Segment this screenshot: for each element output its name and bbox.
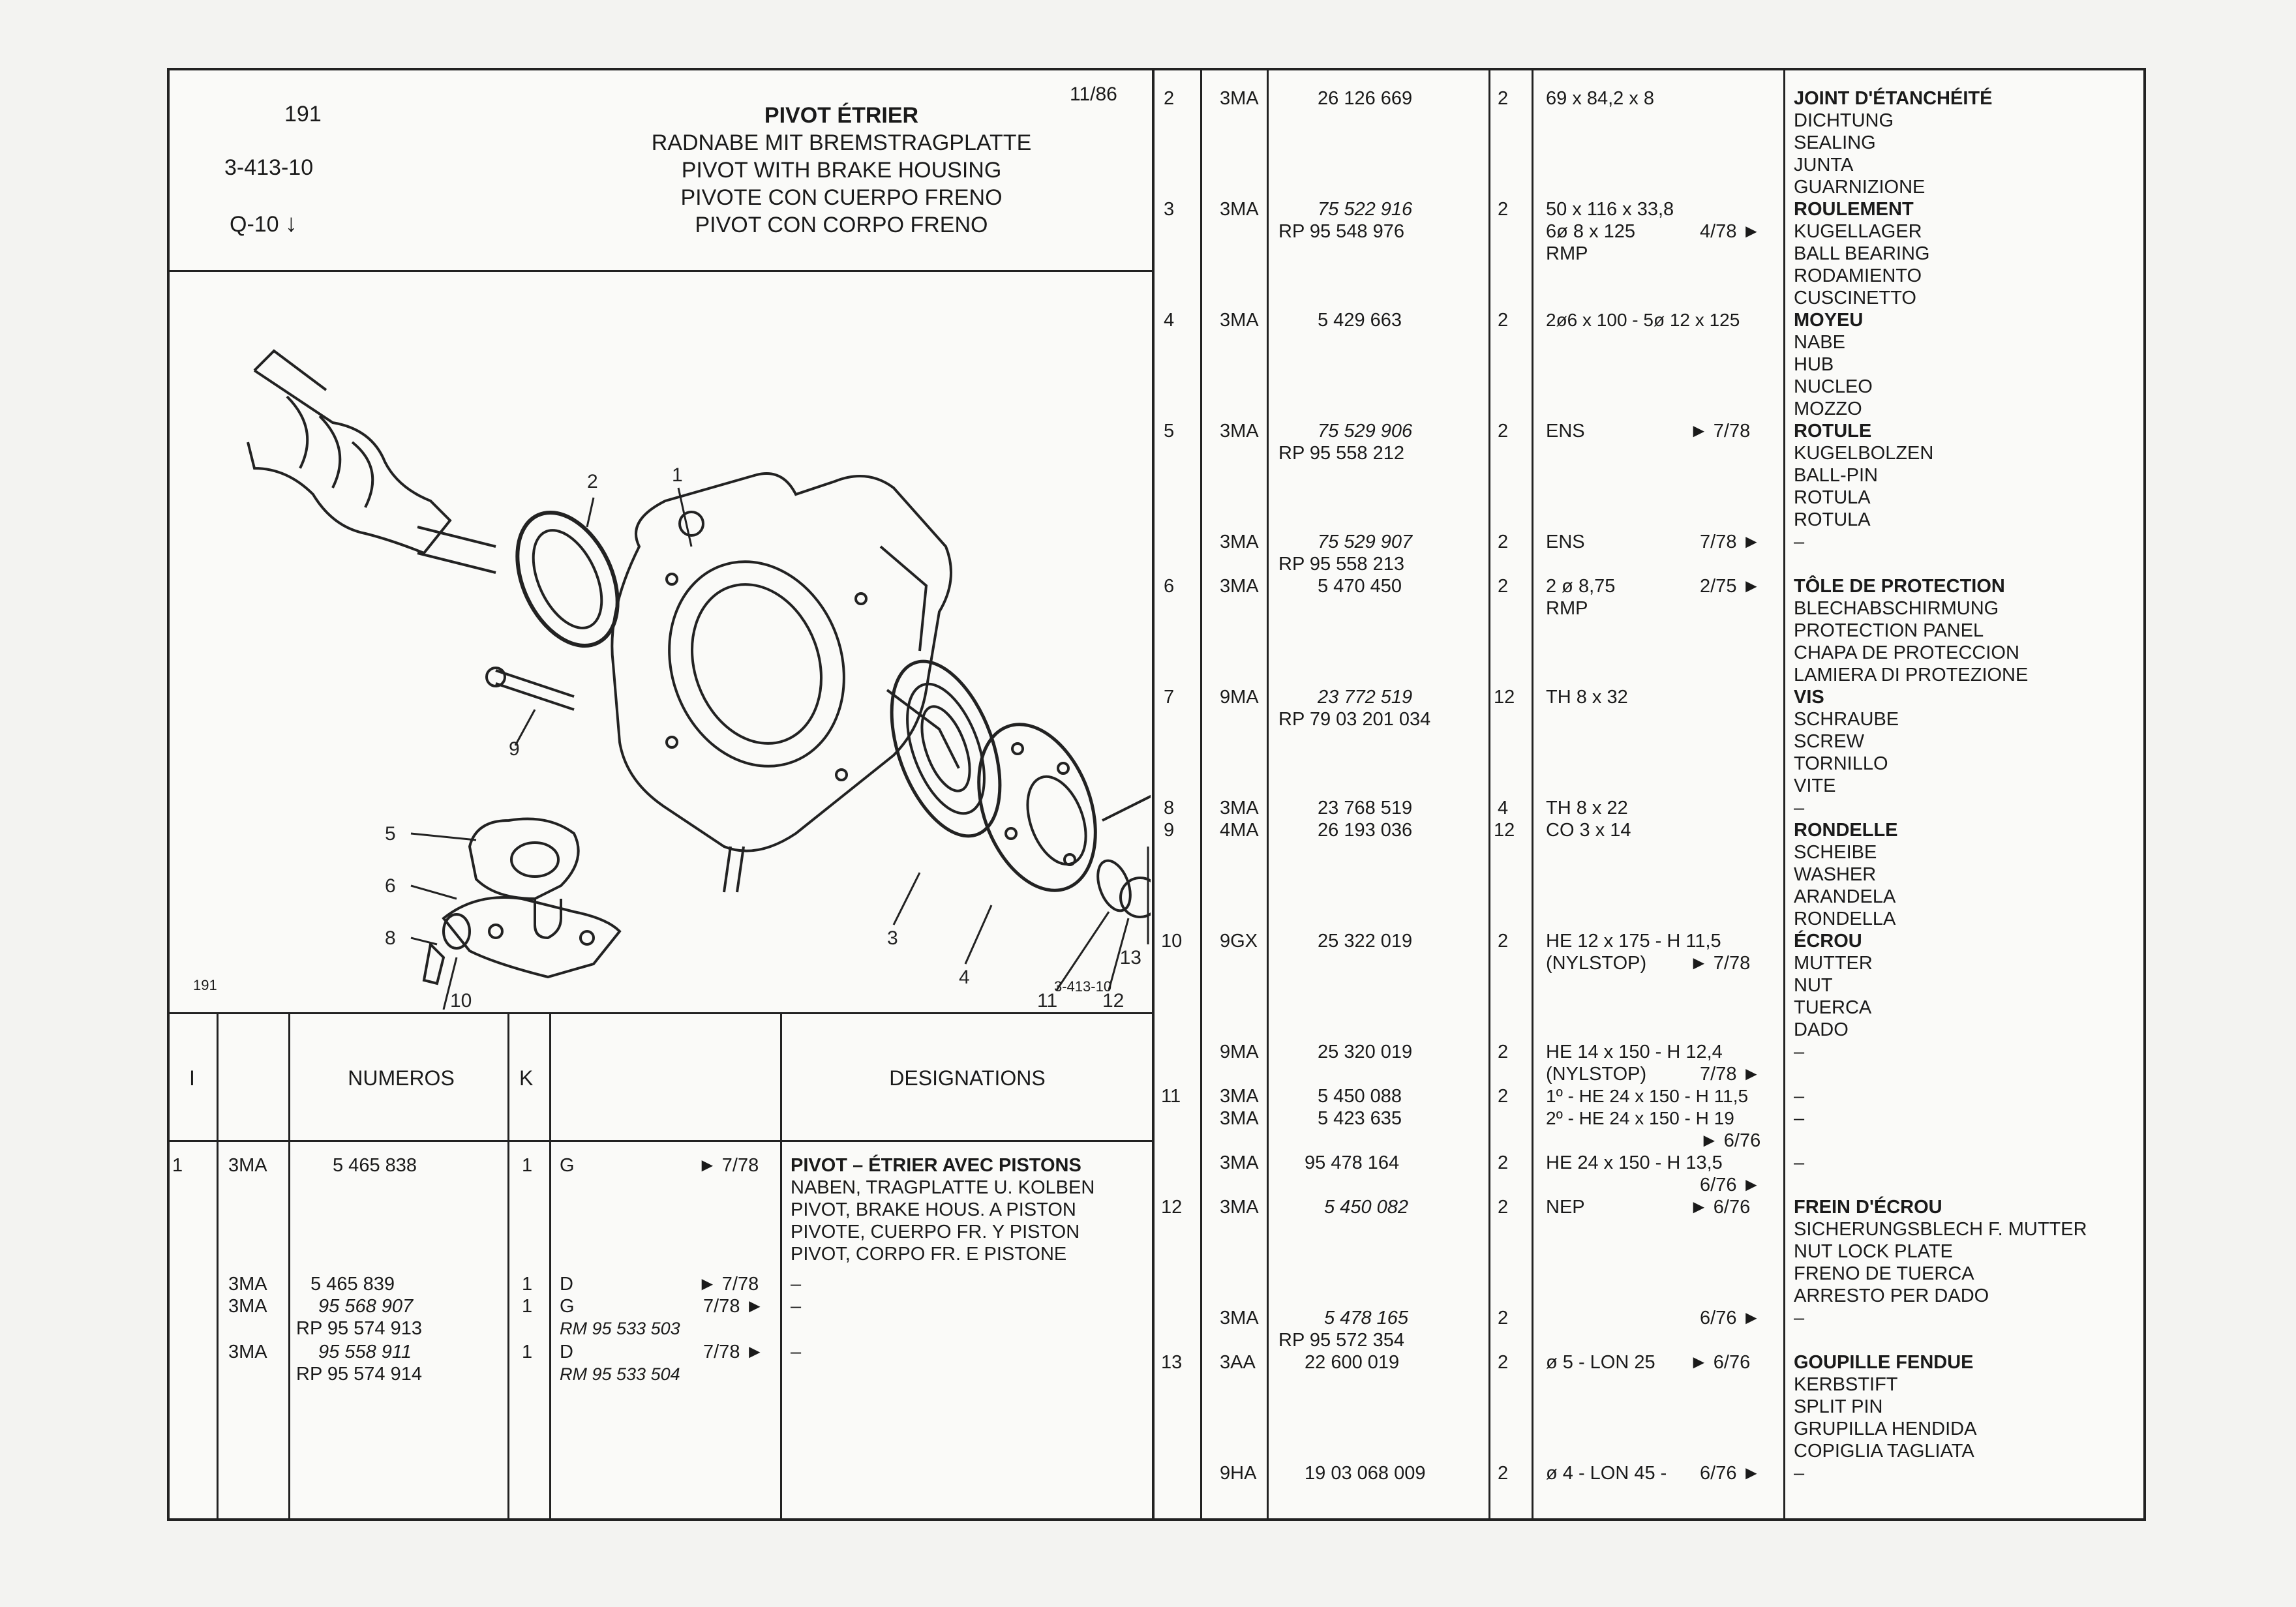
row-spec: HE 12 x 175 - H 11,5 — [1546, 931, 1721, 952]
row-index: 4 — [1164, 310, 1175, 331]
row-spec: 2ø6 x 100 - 5ø 12 x 125 — [1546, 310, 1740, 330]
row-variant: D — [560, 1342, 573, 1362]
col-divider — [1532, 70, 1533, 1520]
row-designation: – — [791, 1296, 802, 1317]
row-spec: TH 8 x 22 — [1546, 798, 1628, 819]
title-fr: PIVOT ÉTRIER — [764, 103, 919, 128]
row-number: 26 193 036 — [1318, 820, 1413, 841]
row-designation: TUERCA — [1794, 997, 1872, 1018]
th-designations: DESIGNATIONS — [889, 1066, 1046, 1090]
row-qty: 1 — [522, 1155, 533, 1176]
screw — [424, 944, 444, 984]
q-reference: Q-10 ↓ — [230, 210, 298, 237]
row-code: 9MA — [1220, 687, 1259, 708]
row-designation: BLECHABSCHIRMUNG — [1794, 598, 1999, 619]
callout-8: 8 — [385, 927, 396, 949]
row-designation: DADO — [1794, 1019, 1849, 1040]
row-number: 75 529 906 — [1318, 421, 1413, 442]
row-code: 9GX — [1220, 931, 1258, 952]
col-divider — [217, 1012, 219, 1520]
row-designation: FRENO DE TUERCA — [1794, 1263, 1974, 1284]
row-designation: PIVOT – ÉTRIER AVEC PISTONS — [791, 1155, 1081, 1176]
row-designation: – — [1794, 798, 1805, 819]
row-date: 6/76 ► — [1700, 1463, 1761, 1484]
diagram-caption-left: 191 — [193, 977, 217, 993]
title-es: PIVOTE CON CUERPO FRENO — [680, 185, 1003, 210]
row-spec: ENS — [1546, 421, 1585, 442]
title-de: RADNABE MIT BREMSTRAGPLATTE — [651, 130, 1032, 155]
row-index: 12 — [1161, 1197, 1183, 1218]
row-number: 5 450 082 — [1324, 1197, 1409, 1218]
callout-1: 1 — [672, 464, 683, 486]
row-designation: NABE — [1794, 332, 1845, 353]
row-designation: ÉCROU — [1794, 931, 1862, 952]
th-k: K — [519, 1066, 534, 1090]
row-spec: 6ø 8 x 125 — [1546, 221, 1636, 242]
row-designation: RONDELLE — [1794, 820, 1898, 841]
row-date: 7/78 ► — [703, 1296, 764, 1317]
col-divider — [1783, 70, 1785, 1520]
hub-nut — [1121, 878, 1151, 917]
diagram-caption-right: 3-413-10 — [1054, 978, 1112, 995]
row-number: 5 423 635 — [1318, 1108, 1402, 1129]
row-replacement: RP 95 574 914 — [296, 1364, 422, 1385]
col-divider — [1200, 70, 1202, 1520]
row-code: 3MA — [1220, 421, 1259, 442]
row-number: 95 478 164 — [1305, 1152, 1400, 1173]
row-date: 7/78 ► — [703, 1342, 764, 1362]
row-designation: KUGELBOLZEN — [1794, 443, 1934, 464]
row-number: 5 470 450 — [1318, 576, 1402, 597]
row-number: 22 600 019 — [1305, 1352, 1400, 1373]
row-designation: KERBSTIFT — [1794, 1374, 1898, 1395]
row-spec: 69 x 84,2 x 8 — [1546, 88, 1655, 109]
row-code: 3MA — [228, 1274, 267, 1295]
row-designation: COPIGLIA TAGLIATA — [1794, 1441, 1974, 1462]
row-designation: NABEN, TRAGPLATTE U. KOLBEN — [791, 1177, 1095, 1198]
row-spec: 2 ø 8,75 — [1546, 576, 1616, 597]
row-spec: TH 8 x 32 — [1546, 687, 1628, 708]
row-date: 6/76 ► — [1700, 1308, 1761, 1329]
row-qty: 2 — [1498, 1308, 1509, 1329]
diagram-bottom-divider — [170, 1012, 1153, 1014]
header-divider — [170, 270, 1153, 272]
row-number: 5 429 663 — [1318, 310, 1402, 331]
row-designation: ARRESTO PER DADO — [1794, 1285, 1989, 1306]
row-spec: RMP — [1546, 243, 1588, 264]
row-variant: D — [560, 1274, 573, 1295]
th-i: I — [189, 1066, 195, 1090]
row-spec: HE 14 x 150 - H 12,4 — [1546, 1042, 1723, 1062]
row-qty: 2 — [1498, 1086, 1509, 1107]
col-divider — [1488, 70, 1490, 1520]
row-qty: 1 — [522, 1342, 533, 1362]
row-designation: BALL-PIN — [1794, 465, 1878, 486]
row-code: 3MA — [1220, 88, 1259, 109]
row-qty: 2 — [1498, 1152, 1509, 1173]
row-date: ► 6/76 — [1689, 1352, 1751, 1373]
row-number: 25 320 019 — [1318, 1042, 1413, 1062]
callout-5: 5 — [385, 823, 396, 845]
row-qty: 2 — [1498, 931, 1509, 952]
col-divider — [507, 1012, 509, 1520]
bolt — [496, 670, 574, 710]
row-date: ► 7/78 — [698, 1155, 759, 1176]
row-code: 9MA — [1220, 1042, 1259, 1062]
row-number: 26 126 669 — [1318, 88, 1413, 109]
row-date: ► 6/76 — [1700, 1130, 1761, 1151]
row-qty: 2 — [1498, 576, 1509, 597]
row-code: 3MA — [228, 1296, 267, 1317]
row-number: 5 450 088 — [1318, 1086, 1402, 1107]
row-spec: (NYLSTOP) — [1546, 953, 1647, 974]
sheet-date: 11/86 — [1070, 83, 1117, 105]
ball-bearing — [870, 647, 1021, 850]
row-code: 4MA — [1220, 820, 1259, 841]
row-designation: CUSCINETTO — [1794, 288, 1916, 308]
row-designation: – — [1794, 1108, 1805, 1129]
row-designation: – — [791, 1342, 802, 1362]
callout-6: 6 — [385, 875, 396, 897]
row-designation: JUNTA — [1794, 155, 1854, 175]
row-code: 9HA — [1220, 1463, 1257, 1484]
row-number: 23 768 519 — [1318, 798, 1413, 819]
row-spec: NEP — [1546, 1197, 1585, 1218]
row-qty: 2 — [1498, 1463, 1509, 1484]
row-designation: MOYEU — [1794, 310, 1864, 331]
row-designation: – — [1794, 1152, 1805, 1173]
row-spec: CO 3 x 14 — [1546, 820, 1631, 841]
row-qty: 2 — [1498, 532, 1509, 552]
row-designation: SEALING — [1794, 132, 1876, 153]
row-date: 4/78 ► — [1700, 221, 1761, 242]
row-designation: LAMIERA DI PROTEZIONE — [1794, 665, 2029, 685]
row-designation: ROTULE — [1794, 421, 1872, 442]
row-designation: ARANDELA — [1794, 886, 1896, 907]
row-index: 1 — [172, 1155, 183, 1176]
row-variant-ref: RM 95 533 504 — [560, 1364, 680, 1384]
row-code: 3MA — [1220, 532, 1259, 552]
shaft — [417, 527, 496, 573]
row-code: 3MA — [1220, 798, 1259, 819]
row-designation: BALL BEARING — [1794, 243, 1930, 264]
washer — [444, 914, 470, 948]
row-index: 9 — [1164, 820, 1175, 841]
row-date: ► 7/78 — [698, 1274, 759, 1295]
group-code: 3-413-10 — [224, 155, 314, 180]
row-number: 5 465 839 — [310, 1274, 395, 1295]
row-designation: ROTULA — [1794, 509, 1871, 530]
row-date: ► 7/78 — [1689, 953, 1751, 974]
row-code: 3MA — [1220, 1108, 1259, 1129]
row-number: 5 478 165 — [1324, 1308, 1409, 1329]
row-qty: 2 — [1498, 88, 1509, 109]
row-index: 10 — [1161, 931, 1183, 952]
callout-4: 4 — [959, 967, 970, 988]
col-divider — [288, 1012, 290, 1520]
row-designation: SICHERUNGSBLECH F. MUTTER — [1794, 1219, 2087, 1240]
row-code: 3MA — [228, 1342, 267, 1362]
row-code: 3MA — [1220, 1086, 1259, 1107]
row-code: 3AA — [1220, 1352, 1256, 1373]
row-qty: 4 — [1498, 798, 1509, 819]
title-en: PIVOT WITH BRAKE HOUSING — [681, 158, 1002, 183]
row-designation: – — [791, 1274, 802, 1295]
row-designation: SPLIT PIN — [1794, 1396, 1883, 1417]
row-number: 25 322 019 — [1318, 931, 1413, 952]
row-designation: – — [1794, 1042, 1805, 1062]
row-index: 6 — [1164, 576, 1175, 597]
row-designation: PIVOT, CORPO FR. E PISTONE — [791, 1244, 1067, 1265]
row-designation: FREIN D'ÉCROU — [1794, 1197, 1942, 1218]
row-designation: GRUPILLA HENDIDA — [1794, 1419, 1977, 1439]
row-designation: NUT LOCK PLATE — [1794, 1241, 1953, 1262]
row-designation: PROTECTION PANEL — [1794, 620, 1984, 641]
row-designation: TORNILLO — [1794, 753, 1888, 774]
callout-10: 10 — [450, 990, 472, 1010]
row-designation: MOZZO — [1794, 398, 1862, 419]
row-variant: G — [560, 1296, 575, 1317]
row-code: 3MA — [1220, 1197, 1259, 1218]
row-designation: NUCLEO — [1794, 376, 1873, 397]
ball-pin — [470, 819, 579, 899]
row-qty: 2 — [1498, 1042, 1509, 1062]
exploded-diagram — [170, 273, 1151, 1010]
row-designation: VITE — [1794, 775, 1836, 796]
row-replacement: RP 95 574 913 — [296, 1318, 422, 1339]
row-designation: SCHRAUBE — [1794, 709, 1899, 730]
row-code: 3MA — [1220, 1152, 1259, 1173]
row-date: ► 6/76 — [1689, 1197, 1751, 1218]
row-qty: 2 — [1498, 1197, 1509, 1218]
row-designation: MUTTER — [1794, 953, 1873, 974]
row-qty: 2 — [1498, 421, 1509, 442]
row-qty: 2 — [1498, 1352, 1509, 1373]
row-designation: – — [1794, 1463, 1805, 1484]
row-spec: RMP — [1546, 598, 1588, 619]
callout-13: 13 — [1119, 947, 1141, 969]
row-spec: 1º - HE 24 x 150 - H 11,5 — [1546, 1086, 1749, 1106]
hub-flange — [958, 708, 1117, 907]
row-designation: HUB — [1794, 354, 1834, 375]
row-date: 2/75 ► — [1700, 576, 1761, 597]
page-number: 191 — [284, 102, 322, 127]
row-spec: 2º - HE 24 x 150 - H 19 — [1546, 1108, 1734, 1128]
row-variant: G — [560, 1155, 575, 1176]
row-designation: RODAMIENTO — [1794, 265, 1922, 286]
row-designation: CHAPA DE PROTECCION — [1794, 642, 2019, 663]
row-replacement: RP 95 548 976 — [1278, 221, 1404, 242]
lock-washer — [1092, 856, 1137, 915]
row-spec: (NYLSTOP) — [1546, 1064, 1647, 1085]
row-designation: SCHEIBE — [1794, 842, 1877, 863]
col-divider — [549, 1012, 551, 1520]
row-designation: GUARNIZIONE — [1794, 177, 1926, 198]
row-date: ► 7/78 — [1689, 421, 1751, 442]
row-designation: WASHER — [1794, 864, 1877, 885]
row-qty: 12 — [1494, 820, 1515, 841]
row-replacement: RP 95 558 213 — [1278, 554, 1404, 575]
row-qty: 2 — [1498, 199, 1509, 220]
row-designation: JOINT D'ÉTANCHÉITÉ — [1794, 88, 1993, 109]
callout-12: 12 — [1102, 990, 1125, 1010]
callout-2: 2 — [587, 471, 598, 492]
row-code: 3MA — [1220, 199, 1259, 220]
row-index: 7 — [1164, 687, 1175, 708]
row-designation: NUT — [1794, 975, 1833, 996]
row-index: 11 — [1161, 1086, 1181, 1107]
col-divider — [1267, 70, 1269, 1520]
row-spec: ø 5 - LON 25 — [1546, 1352, 1655, 1373]
row-designation: ROULEMENT — [1794, 199, 1914, 220]
row-date: 7/78 ► — [1700, 1064, 1761, 1085]
row-qty: 1 — [522, 1274, 533, 1295]
row-number: 75 529 907 — [1318, 532, 1413, 552]
row-designation: – — [1794, 532, 1805, 552]
row-code: 3MA — [228, 1155, 267, 1176]
row-date: 7/78 ► — [1700, 532, 1761, 552]
pivot-body — [612, 473, 951, 851]
row-designation: PIVOTE, CUERPO FR. Y PISTON — [791, 1222, 1080, 1242]
table-header-divider — [170, 1140, 1153, 1142]
th-numeros: NUMEROS — [348, 1066, 455, 1090]
row-replacement: RP 79 03 201 034 — [1278, 709, 1431, 730]
row-designation: KUGELLAGER — [1794, 221, 1922, 242]
row-number: 5 465 838 — [333, 1155, 417, 1176]
row-number: 95 558 911 — [318, 1342, 412, 1362]
row-designation: ROTULA — [1794, 487, 1871, 508]
row-qty: 1 — [522, 1296, 533, 1317]
seal-ring — [498, 496, 638, 661]
callout-3: 3 — [887, 927, 898, 949]
row-number: 23 772 519 — [1318, 687, 1413, 708]
row-qty: 12 — [1494, 687, 1515, 708]
row-designation: TÔLE DE PROTECTION — [1794, 576, 2005, 597]
row-index: 13 — [1161, 1352, 1183, 1373]
row-qty: 2 — [1498, 310, 1509, 331]
title-it: PIVOT CON CORPO FRENO — [695, 213, 988, 237]
row-designation: – — [1794, 1308, 1805, 1329]
row-spec: HE 24 x 150 - H 13,5 — [1546, 1152, 1723, 1173]
row-designation: VIS — [1794, 687, 1824, 708]
row-designation: DICHTUNG — [1794, 110, 1894, 131]
drive-shaft-boot — [248, 370, 450, 553]
col-divider — [780, 1012, 782, 1520]
row-number: 19 03 068 009 — [1305, 1463, 1426, 1484]
divider-left-right — [1152, 70, 1155, 1520]
row-designation: SCREW — [1794, 731, 1864, 752]
callout-9: 9 — [509, 738, 520, 760]
row-replacement: RP 95 572 354 — [1278, 1330, 1404, 1351]
row-index: 5 — [1164, 421, 1175, 442]
row-designation: RONDELLA — [1794, 909, 1896, 929]
row-spec: ENS — [1546, 532, 1585, 552]
row-code: 3MA — [1220, 576, 1259, 597]
row-variant-ref: RM 95 533 503 — [560, 1319, 680, 1338]
row-designation: – — [1794, 1086, 1805, 1107]
callout-11: 11 — [1037, 990, 1058, 1010]
row-designation: GOUPILLE FENDUE — [1794, 1352, 1974, 1373]
row-code: 3MA — [1220, 310, 1259, 331]
row-index: 8 — [1164, 798, 1175, 819]
row-number: 95 568 907 — [318, 1296, 414, 1317]
row-spec: ø 4 - LON 45 - — [1546, 1463, 1667, 1484]
row-index: 3 — [1164, 199, 1175, 220]
row-designation: PIVOT, BRAKE HOUS. A PISTON — [791, 1199, 1076, 1220]
row-code: 3MA — [1220, 1308, 1259, 1329]
row-index: 2 — [1164, 88, 1175, 109]
row-replacement: RP 95 558 212 — [1278, 443, 1404, 464]
row-date: 6/76 ► — [1700, 1175, 1761, 1195]
row-number: 75 522 916 — [1318, 199, 1413, 220]
row-spec: 50 x 116 x 33,8 — [1546, 199, 1674, 220]
catalog-sheet — [167, 68, 2146, 1521]
split-pin — [1102, 775, 1151, 820]
